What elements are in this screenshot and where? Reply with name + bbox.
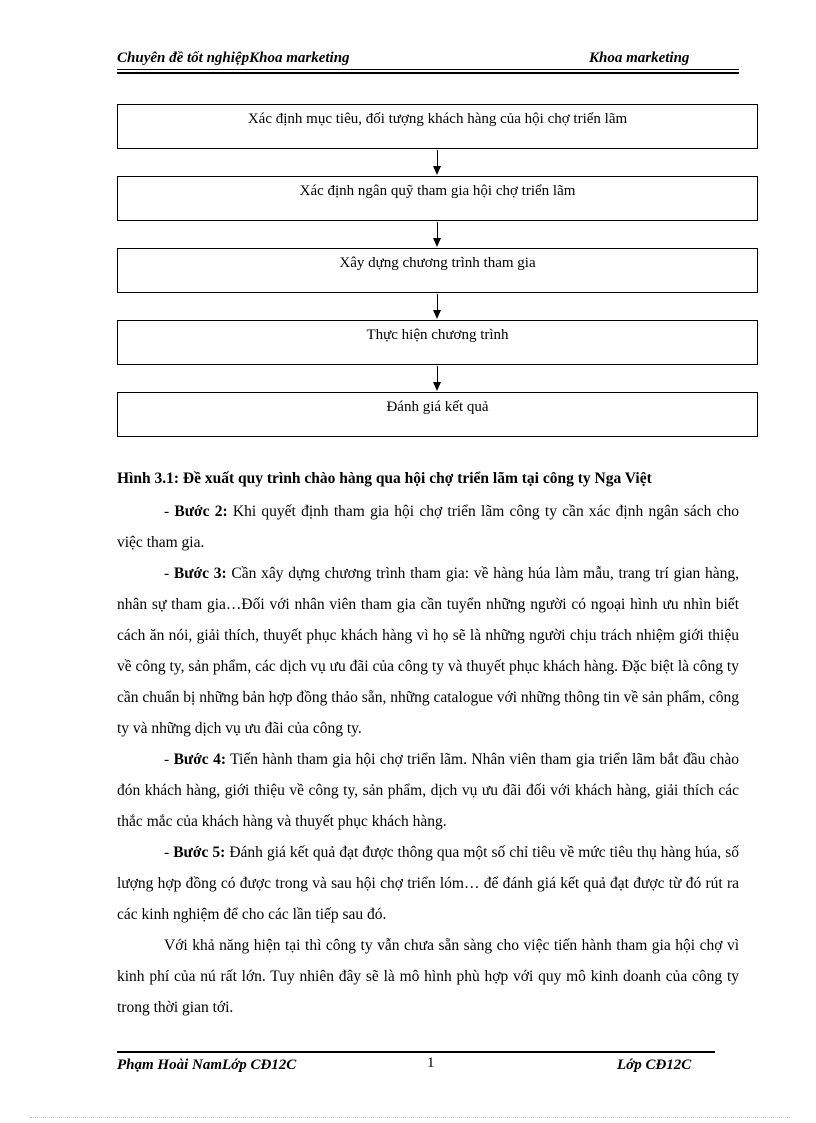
flow-step-3: Xây dựng chương trình tham gia xyxy=(117,248,758,293)
flow-arrow-icon xyxy=(437,294,439,319)
flow-step-1: Xác định mục tiêu, đối tượng khách hàng của hội chợ triển lãm xyxy=(117,104,758,149)
footer-rule xyxy=(117,1051,715,1053)
header-rule xyxy=(117,69,739,70)
flow-step-2: Xác định ngân quỹ tham gia hội chợ triển lãm xyxy=(117,176,758,221)
header-rule-thick xyxy=(117,72,739,74)
flow-arrow-icon xyxy=(437,222,439,247)
paragraph-step-3: - Bước 3: Cần xây dựng chương trình tham gia: về hàng húa làm mẫu, trang trí gian hàng, nhân sự tham gia…Đối với nhân viên tham gia cần tuyển những người có ngoại hình ưu nhìn biết cách ăn nói, giải thích, thuyết phục khách hàng vì họ sẽ là những người chịu trách nhiệm giới thiệu về công ty, sản phẩm, các dịch vụ ưu đãi của công ty và thuyết phục khách hàng. Đặc biệt là công ty cần chuẩn bị những bản hợp đồng thảo sẵn, những catalogue với những thông tin về sản phẩm, công ty và những dịch vụ ưu đãi của công ty. xyxy=(117,565,739,737)
step-label: Bước 3: xyxy=(173,565,227,582)
flow-arrow-icon xyxy=(437,150,439,175)
header-right-text: Khoa marketing xyxy=(589,50,690,66)
page-header xyxy=(117,48,739,70)
step-label: Bước 2: xyxy=(174,503,228,520)
body-text xyxy=(117,496,739,1023)
flow-step-4: Thực hiện chương trình xyxy=(117,320,758,365)
flow-step-5: Đánh giá kết quả xyxy=(117,392,758,437)
step-label: Bước 4: xyxy=(173,751,226,768)
paragraph-step-2: - Bước 2: Khi quyết định tham gia hội chợ triển lãm công ty cần xác định ngân sách cho việc tham gia. xyxy=(117,503,740,551)
flow-arrow-icon xyxy=(437,366,439,391)
footer-left-text: Phạm Hoài NamLớp CĐ12C xyxy=(117,1057,297,1073)
paragraph-conclusion: Với khả năng hiện tại thì công ty vẫn chưa sẵn sàng cho việc tiến hành tham gia hội chợ vì kinh phí của nú rất lớn. Tuy nhiên đây sẽ là mô hình phù hợp với quy mô kinh doanh của công ty trong thời gian tới. xyxy=(117,937,739,1016)
paragraph-step-4: - Bước 4: Tiến hành tham gia hội chợ triển lãm. Nhân viên tham gia triển lãm bắt đầu chào đón khách hàng, giới thiệu về công ty, sản phẩm, dịch vụ ưu đãi đối với khách hàng, giải thích các thắc mắc của khách hàng và thuyết phục khách hàng. xyxy=(117,751,739,830)
header-left-text: Chuyên đề tốt nghiệpKhoa marketing xyxy=(117,50,350,66)
step-label: Bước 5: xyxy=(173,844,226,861)
page-footer xyxy=(117,1055,717,1077)
page-number: 1 xyxy=(427,1055,435,1071)
paragraph-step-5: - Bước 5: Đánh giá kết quả đạt được thông qua một số chỉ tiêu về mức tiêu thụ hàng húa, số lượng hợp đồng có được trong và sau hội chợ triển lóm… để đánh giá kết quả đạt được từ đó rút ra các kinh nghiệm để cho các lần tiếp sau đó. xyxy=(117,844,740,923)
page-bottom-dotted-line xyxy=(30,1117,790,1118)
figure-caption: Hình 3.1: Đề xuất quy trình chào hàng qua hội chợ triển lãm tại công ty Nga Việt xyxy=(117,470,652,487)
footer-right-text: Lớp CĐ12C xyxy=(617,1057,692,1073)
